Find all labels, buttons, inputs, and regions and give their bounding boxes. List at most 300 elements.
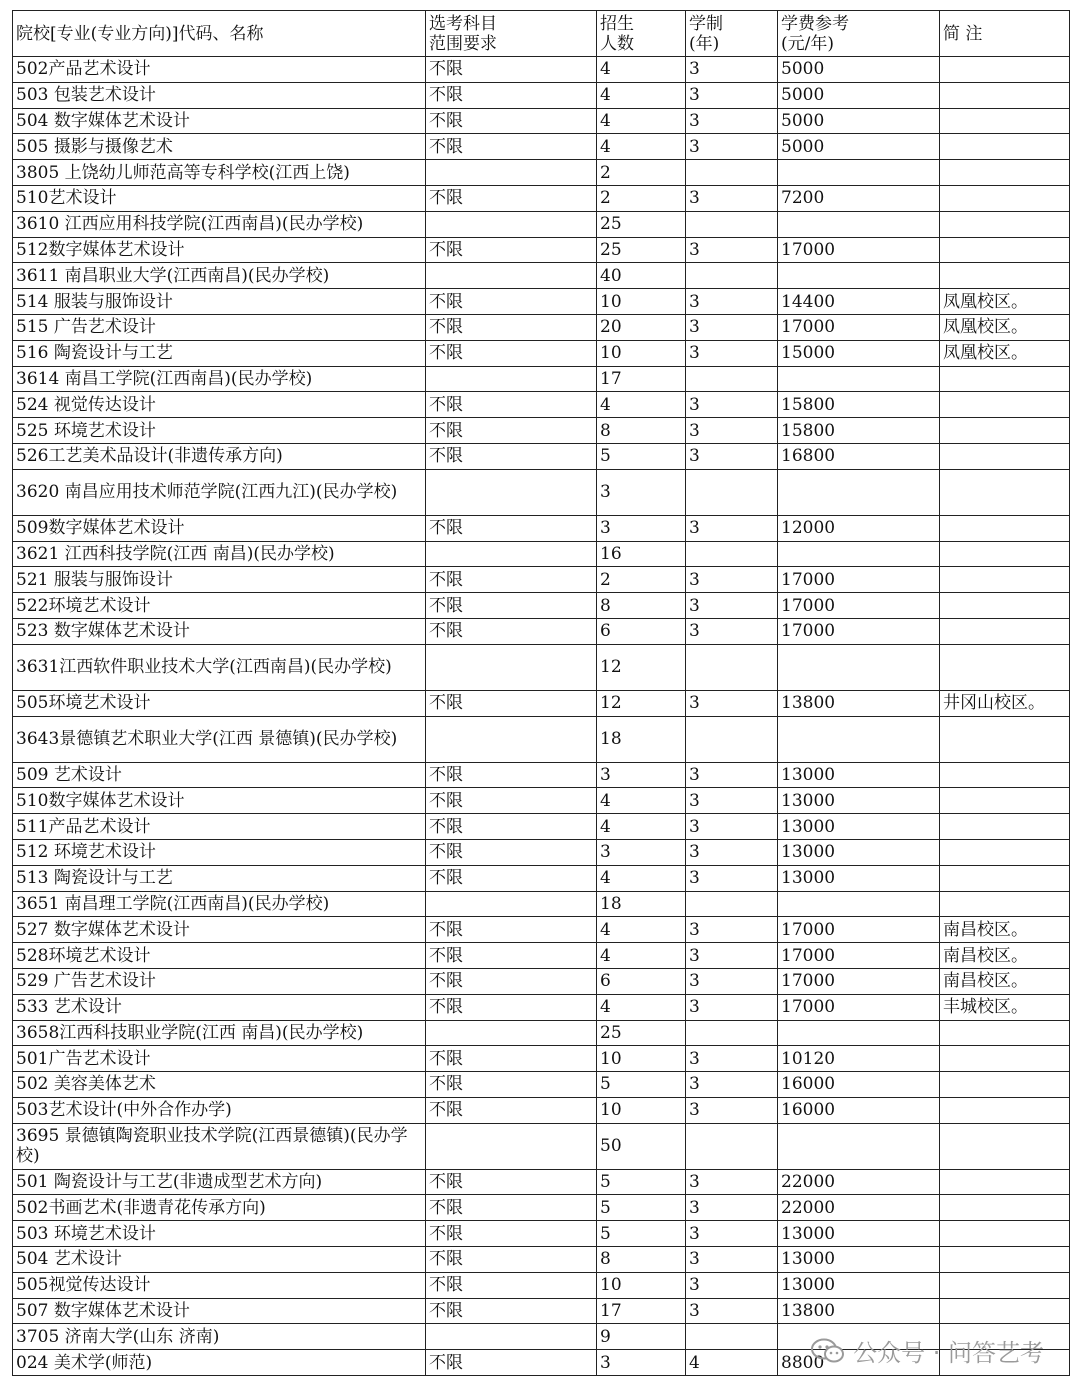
cell-enroll: 6 xyxy=(597,968,686,994)
cell-fee: 15800 xyxy=(778,392,940,418)
enrollment-table xyxy=(12,10,1070,1376)
cell-years xyxy=(686,366,778,392)
cell-enroll: 16 xyxy=(597,541,686,567)
cell-name: 503艺术设计(中外合作办学) xyxy=(13,1097,426,1123)
table-body xyxy=(13,57,1070,1376)
table-row xyxy=(13,1247,1070,1273)
cell-subject: 不限 xyxy=(426,443,597,469)
cell-note: 凤凰校区。 xyxy=(940,314,1070,340)
cell-fee: 10120 xyxy=(778,1046,940,1072)
cell-years xyxy=(686,644,778,690)
cell-note xyxy=(940,418,1070,444)
cell-enroll: 10 xyxy=(597,340,686,366)
cell-name: 521 服装与服饰设计 xyxy=(13,567,426,593)
cell-subject: 不限 xyxy=(426,917,597,943)
cell-note: 南昌校区。 xyxy=(940,943,1070,969)
cell-enroll: 3 xyxy=(597,839,686,865)
table-row xyxy=(13,593,1070,619)
cell-years: 3 xyxy=(686,515,778,541)
table-row-school xyxy=(13,644,1070,690)
cell-fee: 17000 xyxy=(778,917,940,943)
cell-enroll: 17 xyxy=(597,1298,686,1324)
cell-name: 523 数字媒体艺术设计 xyxy=(13,618,426,644)
cell-years: 3 xyxy=(686,1072,778,1098)
cell-years xyxy=(686,891,778,917)
table-row xyxy=(13,839,1070,865)
cell-subject xyxy=(426,541,597,567)
cell-note xyxy=(940,1272,1070,1298)
cell-enroll: 10 xyxy=(597,289,686,315)
cell-subject: 不限 xyxy=(426,289,597,315)
cell-name: 504 数字媒体艺术设计 xyxy=(13,108,426,134)
cell-note xyxy=(940,1247,1070,1273)
cell-name: 3705 济南大学(山东 济南) xyxy=(13,1324,426,1350)
cell-name: 504 艺术设计 xyxy=(13,1247,426,1273)
cell-note xyxy=(940,160,1070,186)
cell-years: 3 xyxy=(686,57,778,83)
table-row xyxy=(13,1272,1070,1298)
cell-subject: 不限 xyxy=(426,392,597,418)
cell-years: 4 xyxy=(686,1350,778,1376)
table-row xyxy=(13,618,1070,644)
cell-enroll: 4 xyxy=(597,134,686,160)
cell-subject: 不限 xyxy=(426,108,597,134)
table-header-row xyxy=(13,11,1070,57)
cell-enroll: 5 xyxy=(597,1169,686,1195)
cell-enroll: 8 xyxy=(597,1247,686,1273)
cell-fee: 16800 xyxy=(778,443,940,469)
cell-fee: 17000 xyxy=(778,994,940,1020)
cell-note xyxy=(940,237,1070,263)
cell-subject: 不限 xyxy=(426,134,597,160)
cell-fee: 22000 xyxy=(778,1169,940,1195)
table-row xyxy=(13,814,1070,840)
cell-enroll: 3 xyxy=(597,469,686,515)
header-years: 学制 (年) xyxy=(686,11,778,57)
cell-subject xyxy=(426,469,597,515)
cell-fee: 13800 xyxy=(778,1298,940,1324)
cell-enroll: 4 xyxy=(597,392,686,418)
cell-subject: 不限 xyxy=(426,762,597,788)
cell-note xyxy=(940,1072,1070,1098)
cell-enroll: 4 xyxy=(597,865,686,891)
cell-enroll: 4 xyxy=(597,917,686,943)
cell-name: 522环境艺术设计 xyxy=(13,593,426,619)
cell-enroll: 20 xyxy=(597,314,686,340)
cell-note xyxy=(940,392,1070,418)
cell-years: 3 xyxy=(686,289,778,315)
table-row-school xyxy=(13,211,1070,237)
cell-years xyxy=(686,716,778,762)
cell-years: 3 xyxy=(686,839,778,865)
cell-note: 井冈山校区。 xyxy=(940,690,1070,716)
cell-years: 3 xyxy=(686,788,778,814)
table-row-school xyxy=(13,1020,1070,1046)
cell-years: 3 xyxy=(686,314,778,340)
cell-fee: 17000 xyxy=(778,237,940,263)
cell-note xyxy=(940,57,1070,83)
cell-subject xyxy=(426,644,597,690)
header-note: 简 注 xyxy=(940,11,1070,57)
cell-years xyxy=(686,1123,778,1169)
cell-years xyxy=(686,160,778,186)
cell-subject: 不限 xyxy=(426,1247,597,1273)
cell-fee: 13000 xyxy=(778,762,940,788)
cell-note xyxy=(940,1020,1070,1046)
header-subject: 选考科目 范围要求 xyxy=(426,11,597,57)
cell-enroll: 3 xyxy=(597,515,686,541)
cell-fee: 5000 xyxy=(778,108,940,134)
cell-name: 515 广告艺术设计 xyxy=(13,314,426,340)
cell-years: 3 xyxy=(686,593,778,619)
cell-name: 510数字媒体艺术设计 xyxy=(13,788,426,814)
cell-name: 503 包装艺术设计 xyxy=(13,82,426,108)
table-row xyxy=(13,943,1070,969)
table-row xyxy=(13,515,1070,541)
cell-enroll: 10 xyxy=(597,1272,686,1298)
cell-note xyxy=(940,788,1070,814)
cell-years xyxy=(686,1324,778,1350)
cell-name: 505 摄影与摄像艺术 xyxy=(13,134,426,160)
table-row xyxy=(13,1046,1070,1072)
cell-years: 3 xyxy=(686,418,778,444)
cell-note xyxy=(940,618,1070,644)
cell-years: 3 xyxy=(686,134,778,160)
cell-fee xyxy=(778,644,940,690)
cell-name: 527 数字媒体艺术设计 xyxy=(13,917,426,943)
cell-fee: 22000 xyxy=(778,1195,940,1221)
cell-years xyxy=(686,211,778,237)
cell-note xyxy=(940,593,1070,619)
cell-note xyxy=(940,716,1070,762)
cell-name: 3621 江西科技学院(江西 南昌)(民办学校) xyxy=(13,541,426,567)
table-row xyxy=(13,134,1070,160)
cell-subject: 不限 xyxy=(426,1097,597,1123)
cell-enroll: 9 xyxy=(597,1324,686,1350)
cell-name: 528环境艺术设计 xyxy=(13,943,426,969)
cell-subject xyxy=(426,263,597,289)
table-row-school xyxy=(13,160,1070,186)
cell-years: 3 xyxy=(686,1097,778,1123)
table-row-school xyxy=(13,469,1070,515)
cell-subject: 不限 xyxy=(426,82,597,108)
table-row-school xyxy=(13,263,1070,289)
table-row xyxy=(13,1298,1070,1324)
cell-subject: 不限 xyxy=(426,314,597,340)
cell-years: 3 xyxy=(686,1298,778,1324)
table-row xyxy=(13,340,1070,366)
cell-fee xyxy=(778,263,940,289)
cell-subject xyxy=(426,891,597,917)
cell-name: 516 陶瓷设计与工艺 xyxy=(13,340,426,366)
table-row xyxy=(13,314,1070,340)
cell-name: 524 视觉传达设计 xyxy=(13,392,426,418)
cell-subject: 不限 xyxy=(426,593,597,619)
cell-subject: 不限 xyxy=(426,865,597,891)
cell-note xyxy=(940,1195,1070,1221)
cell-subject: 不限 xyxy=(426,618,597,644)
cell-enroll: 4 xyxy=(597,994,686,1020)
cell-name: 509 艺术设计 xyxy=(13,762,426,788)
cell-name: 505环境艺术设计 xyxy=(13,690,426,716)
cell-subject: 不限 xyxy=(426,1169,597,1195)
table-row xyxy=(13,108,1070,134)
cell-enroll: 4 xyxy=(597,788,686,814)
cell-name: 512数字媒体艺术设计 xyxy=(13,237,426,263)
cell-fee: 17000 xyxy=(778,593,940,619)
cell-enroll: 5 xyxy=(597,1195,686,1221)
header-name: 院校[专业(专业方向)]代码、名称 xyxy=(13,11,426,57)
cell-fee xyxy=(778,716,940,762)
cell-note xyxy=(940,891,1070,917)
cell-name: 3643景德镇艺术职业大学(江西 景德镇)(民办学校) xyxy=(13,716,426,762)
cell-name: 525 环境艺术设计 xyxy=(13,418,426,444)
cell-enroll: 2 xyxy=(597,185,686,211)
table-row xyxy=(13,865,1070,891)
cell-note: 南昌校区。 xyxy=(940,968,1070,994)
cell-name: 502书画艺术(非遗青花传承方向) xyxy=(13,1195,426,1221)
cell-name: 510艺术设计 xyxy=(13,185,426,211)
cell-fee: 16000 xyxy=(778,1072,940,1098)
table-row-school xyxy=(13,541,1070,567)
cell-subject: 不限 xyxy=(426,57,597,83)
table-row xyxy=(13,788,1070,814)
cell-note xyxy=(940,108,1070,134)
cell-enroll: 2 xyxy=(597,567,686,593)
cell-fee: 17000 xyxy=(778,567,940,593)
watermark xyxy=(811,1333,1044,1368)
cell-years: 3 xyxy=(686,1247,778,1273)
cell-years: 3 xyxy=(686,865,778,891)
cell-note xyxy=(940,567,1070,593)
cell-note xyxy=(940,1221,1070,1247)
cell-years: 3 xyxy=(686,1195,778,1221)
cell-fee xyxy=(778,541,940,567)
cell-name: 505视觉传达设计 xyxy=(13,1272,426,1298)
cell-note xyxy=(940,366,1070,392)
table-row xyxy=(13,1195,1070,1221)
cell-note xyxy=(940,1298,1070,1324)
cell-years: 3 xyxy=(686,1272,778,1298)
cell-enroll: 5 xyxy=(597,443,686,469)
cell-name: 501广告艺术设计 xyxy=(13,1046,426,1072)
cell-enroll: 25 xyxy=(597,211,686,237)
cell-fee: 13000 xyxy=(778,1221,940,1247)
cell-years: 3 xyxy=(686,968,778,994)
cell-fee: 12000 xyxy=(778,515,940,541)
cell-name: 514 服装与服饰设计 xyxy=(13,289,426,315)
cell-name: 501 陶瓷设计与工艺(非遗成型艺术方向) xyxy=(13,1169,426,1195)
cell-years xyxy=(686,469,778,515)
cell-fee: 17000 xyxy=(778,968,940,994)
cell-subject: 不限 xyxy=(426,567,597,593)
cell-years: 3 xyxy=(686,392,778,418)
cell-fee: 14400 xyxy=(778,289,940,315)
cell-enroll: 10 xyxy=(597,1046,686,1072)
cell-note: 丰城校区。 xyxy=(940,994,1070,1020)
cell-enroll: 4 xyxy=(597,108,686,134)
cell-note xyxy=(940,762,1070,788)
cell-name: 3695 景德镇陶瓷职业技术学院(江西景德镇)(民办学校) xyxy=(13,1123,426,1169)
cell-enroll: 25 xyxy=(597,237,686,263)
cell-enroll: 5 xyxy=(597,1221,686,1247)
cell-years: 3 xyxy=(686,1169,778,1195)
cell-enroll: 25 xyxy=(597,1020,686,1046)
cell-subject: 不限 xyxy=(426,690,597,716)
table-row xyxy=(13,443,1070,469)
watermark-text: 公众号 · 问答艺考 xyxy=(853,1339,1044,1367)
cell-subject: 不限 xyxy=(426,1272,597,1298)
cell-fee: 13000 xyxy=(778,1272,940,1298)
cell-enroll: 4 xyxy=(597,57,686,83)
cell-name: 3651 南昌理工学院(江西南昌)(民办学校) xyxy=(13,891,426,917)
cell-note xyxy=(940,134,1070,160)
cell-subject: 不限 xyxy=(426,1195,597,1221)
cell-years: 3 xyxy=(686,690,778,716)
cell-note xyxy=(940,1169,1070,1195)
cell-enroll: 2 xyxy=(597,160,686,186)
cell-years xyxy=(686,1020,778,1046)
cell-name: 526工艺美术品设计(非遗传承方向) xyxy=(13,443,426,469)
cell-enroll: 5 xyxy=(597,1072,686,1098)
cell-name: 3805 上饶幼儿师范高等专科学校(江西上饶) xyxy=(13,160,426,186)
cell-fee: 13000 xyxy=(778,1247,940,1273)
cell-subject: 不限 xyxy=(426,237,597,263)
cell-subject: 不限 xyxy=(426,185,597,211)
cell-note xyxy=(940,515,1070,541)
cell-note: 南昌校区。 xyxy=(940,917,1070,943)
cell-name: 511产品艺术设计 xyxy=(13,814,426,840)
cell-years: 3 xyxy=(686,943,778,969)
cell-fee xyxy=(778,469,940,515)
table-row xyxy=(13,289,1070,315)
cell-years xyxy=(686,263,778,289)
cell-fee: 16000 xyxy=(778,1097,940,1123)
cell-fee: 17000 xyxy=(778,618,940,644)
cell-subject: 不限 xyxy=(426,418,597,444)
cell-note xyxy=(940,644,1070,690)
cell-enroll: 17 xyxy=(597,366,686,392)
table-row xyxy=(13,917,1070,943)
cell-fee: 8800 xyxy=(778,1350,940,1376)
cell-name: 502 美容美体艺术 xyxy=(13,1072,426,1098)
cell-name: 533 艺术设计 xyxy=(13,994,426,1020)
cell-note xyxy=(940,1046,1070,1072)
cell-years: 3 xyxy=(686,917,778,943)
cell-years: 3 xyxy=(686,567,778,593)
cell-note xyxy=(940,82,1070,108)
cell-note xyxy=(940,211,1070,237)
cell-name: 512 环境艺术设计 xyxy=(13,839,426,865)
table-row xyxy=(13,57,1070,83)
cell-years: 3 xyxy=(686,185,778,211)
table-row-school xyxy=(13,366,1070,392)
table-row xyxy=(13,185,1070,211)
cell-name: 3614 南昌工学院(江西南昌)(民办学校) xyxy=(13,366,426,392)
cell-fee: 13000 xyxy=(778,865,940,891)
cell-note: 凤凰校区。 xyxy=(940,340,1070,366)
cell-name: 3611 南昌职业大学(江西南昌)(民办学校) xyxy=(13,263,426,289)
cell-enroll: 10 xyxy=(597,1097,686,1123)
table-row-school xyxy=(13,716,1070,762)
cell-subject xyxy=(426,1324,597,1350)
cell-fee: 5000 xyxy=(778,57,940,83)
table-row xyxy=(13,82,1070,108)
cell-subject: 不限 xyxy=(426,839,597,865)
cell-enroll: 4 xyxy=(597,82,686,108)
table-row-school xyxy=(13,1123,1070,1169)
cell-name: 3658江西科技职业学院(江西 南昌)(民办学校) xyxy=(13,1020,426,1046)
cell-subject xyxy=(426,366,597,392)
cell-enroll: 18 xyxy=(597,716,686,762)
cell-fee xyxy=(778,160,940,186)
cell-fee xyxy=(778,211,940,237)
cell-years: 3 xyxy=(686,443,778,469)
cell-enroll: 18 xyxy=(597,891,686,917)
cell-enroll: 6 xyxy=(597,618,686,644)
cell-enroll: 40 xyxy=(597,263,686,289)
cell-subject xyxy=(426,1123,597,1169)
cell-name: 502产品艺术设计 xyxy=(13,57,426,83)
cell-subject xyxy=(426,1020,597,1046)
cell-subject: 不限 xyxy=(426,1072,597,1098)
cell-subject xyxy=(426,716,597,762)
cell-note: 凤凰校区。 xyxy=(940,289,1070,315)
cell-years: 3 xyxy=(686,994,778,1020)
cell-subject: 不限 xyxy=(426,1221,597,1247)
cell-subject: 不限 xyxy=(426,340,597,366)
cell-note xyxy=(940,865,1070,891)
cell-name: 509数字媒体艺术设计 xyxy=(13,515,426,541)
cell-note xyxy=(940,1123,1070,1169)
cell-note xyxy=(940,263,1070,289)
cell-fee: 13000 xyxy=(778,814,940,840)
table-row xyxy=(13,392,1070,418)
cell-years: 3 xyxy=(686,108,778,134)
cell-enroll: 50 xyxy=(597,1123,686,1169)
cell-years: 3 xyxy=(686,1221,778,1247)
cell-enroll: 4 xyxy=(597,814,686,840)
cell-years: 3 xyxy=(686,618,778,644)
cell-years: 3 xyxy=(686,340,778,366)
cell-enroll: 12 xyxy=(597,690,686,716)
cell-fee: 15800 xyxy=(778,418,940,444)
cell-note xyxy=(940,185,1070,211)
cell-subject xyxy=(426,160,597,186)
cell-name: 3610 江西应用科技学院(江西南昌)(民办学校) xyxy=(13,211,426,237)
cell-fee: 13000 xyxy=(778,839,940,865)
cell-fee: 17000 xyxy=(778,943,940,969)
table-row xyxy=(13,690,1070,716)
cell-name: 3620 南昌应用技术师范学院(江西九江)(民办学校) xyxy=(13,469,426,515)
table-row xyxy=(13,1169,1070,1195)
cell-subject: 不限 xyxy=(426,994,597,1020)
table-row xyxy=(13,762,1070,788)
cell-fee: 5000 xyxy=(778,82,940,108)
cell-fee xyxy=(778,891,940,917)
cell-subject: 不限 xyxy=(426,788,597,814)
cell-name: 507 数字媒体艺术设计 xyxy=(13,1298,426,1324)
cell-years xyxy=(686,541,778,567)
wechat-official-account-icon xyxy=(811,1338,845,1364)
cell-years: 3 xyxy=(686,1046,778,1072)
cell-enroll: 3 xyxy=(597,1350,686,1376)
cell-note xyxy=(940,469,1070,515)
table-row xyxy=(13,1221,1070,1247)
cell-enroll: 3 xyxy=(597,762,686,788)
table-row xyxy=(13,968,1070,994)
cell-note xyxy=(940,839,1070,865)
